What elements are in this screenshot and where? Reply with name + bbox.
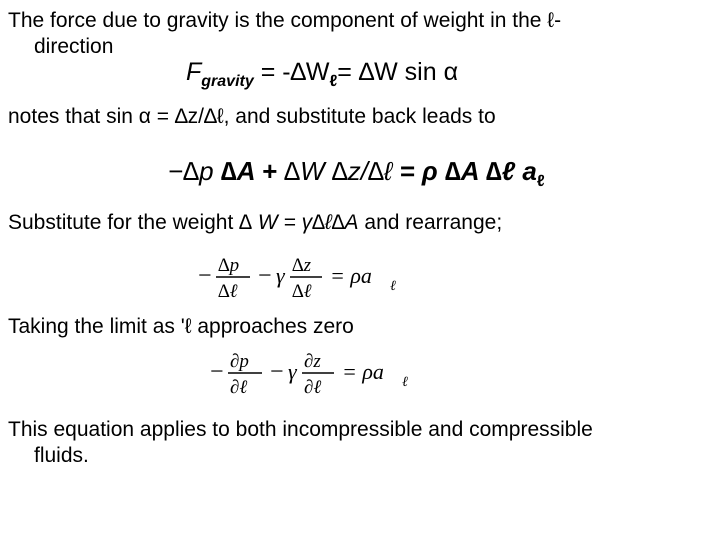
eq4-numerator-dp: ∂p bbox=[230, 351, 249, 372]
eq2-part1: −∆p bbox=[168, 156, 214, 186]
eq1-rhs2: = ∆W sin α bbox=[337, 58, 459, 86]
eq4-minus: − bbox=[210, 359, 224, 385]
eq3-subscript: ℓ bbox=[390, 279, 396, 294]
intro-line-continuation: direction bbox=[34, 35, 114, 58]
eq3-denominator-dl-2: ∆ℓ bbox=[292, 281, 312, 302]
intro-paragraph bbox=[8, 8, 698, 60]
eq1-rhs-subscript: ℓ bbox=[329, 73, 338, 90]
eq2-part4: = ρ ∆A ∆ℓ a bbox=[392, 156, 537, 186]
intro-line: The force due to gravity is the component of weight in the ℓ- bbox=[8, 9, 562, 32]
eq2-part2: ∆A + bbox=[220, 156, 285, 186]
momentum-equation bbox=[168, 155, 545, 198]
conclusion-paragraph bbox=[8, 417, 698, 469]
eq1-lhs: F bbox=[186, 58, 202, 86]
substitute-line bbox=[8, 210, 502, 236]
eq4-minus-2: − bbox=[270, 359, 284, 385]
substitute-suffix: and rearrange; bbox=[358, 211, 503, 234]
eq4-subscript: ℓ bbox=[402, 375, 408, 390]
difference-equation bbox=[196, 250, 456, 306]
eq3-numerator-dz: ∆z bbox=[292, 255, 312, 276]
eq2-part3: ∆W ∆z/∆ℓ bbox=[284, 156, 393, 186]
eq4-gamma: γ bbox=[288, 359, 297, 384]
eq4-denominator-dl-2: ∂ℓ bbox=[304, 377, 322, 398]
eq3-gamma: γ bbox=[276, 263, 285, 288]
eq2-subscript: ℓ bbox=[536, 173, 545, 191]
eq1-rhs: = -∆W bbox=[260, 58, 330, 86]
eq1-lhs-subscript: gravity bbox=[201, 73, 254, 90]
sine-note: notes that sin α = ∆z/∆ℓ, and substitute back leads to bbox=[8, 105, 496, 128]
differential-equation bbox=[208, 346, 448, 402]
gravity-force-equation bbox=[186, 57, 458, 97]
eq3-rhs: = ρa bbox=[330, 263, 372, 288]
eq4-rhs: = ρa bbox=[342, 359, 384, 384]
eq3-minus-2: − bbox=[258, 263, 272, 289]
eq3-numerator-dp: ∆p bbox=[218, 255, 240, 276]
conclusion-line: This equation applies to both incompressible and compressible bbox=[8, 418, 593, 441]
eq3-denominator-dl: ∆ℓ bbox=[218, 281, 238, 302]
substitute-prefix: Substitute for the weight bbox=[8, 211, 240, 234]
limit-line: Taking the limit as 'ℓ approaches zero bbox=[8, 315, 354, 338]
eq4-denominator-dl: ∂ℓ bbox=[230, 377, 248, 398]
eq4-numerator-dz: ∂z bbox=[304, 351, 321, 372]
eq3-minus: − bbox=[198, 263, 212, 289]
weight-formula: ∆ W = γ∆ℓ∆A bbox=[239, 211, 359, 234]
conclusion-continuation: fluids. bbox=[34, 444, 89, 467]
